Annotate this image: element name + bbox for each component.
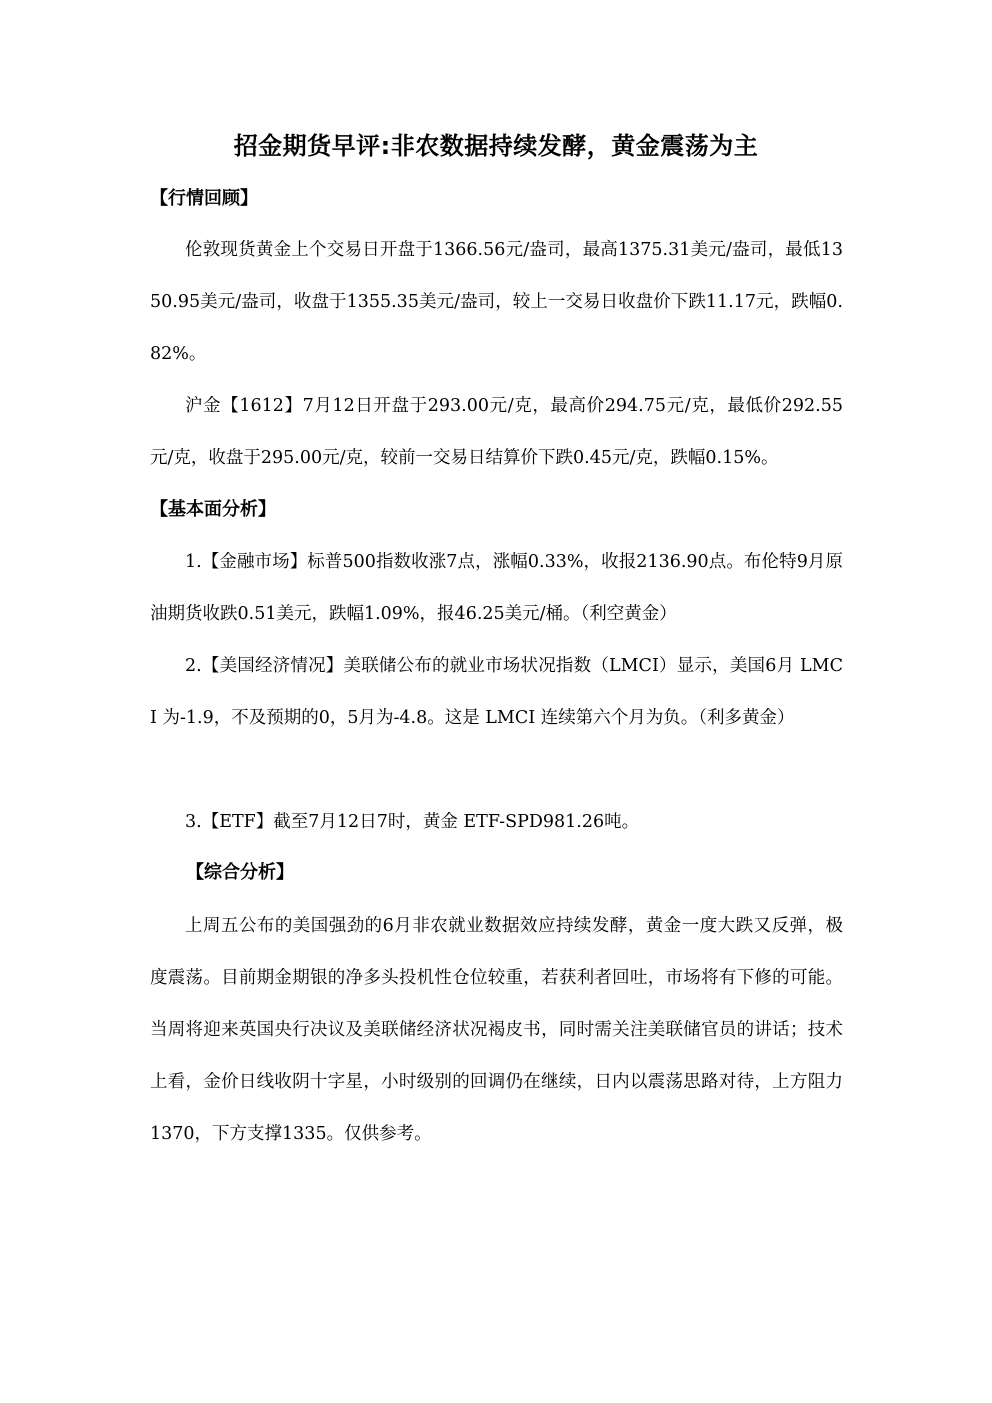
paragraph-us-economy: 2.【美国经济情况】美联储公布的就业市场状况指数（LMCI）显示，美国6月 LMCI 为-1.9，不及预期的0，5月为-4.8。这是 LMCI 连续第六个月为负。（利多黄金） [150,656,843,728]
paragraph-etf: 3.【ETF】截至7月12日7时，黄金 ETF-SPD981.26吨。 [185,812,640,832]
paragraph-financial-market: 1.【金融市场】标普500指数收涨7点，涨幅0.33%，收报2136.90点。布伦特9月原油期货收跌0.51美元，跌幅1.09%，报46.25美元/桶。（利空黄金） [150,552,843,624]
paragraph-shanghai-gold: 沪金【1612】7月12日开盘于293.00元/克，最高价294.75元/克，最低价292.55元/克，收盘于295.00元/克，较前一交易日结算价下跌0.45元/克，跌幅0.15%。 [150,396,843,468]
page-title: 招金期货早评:非农数据持续发酵，黄金震荡为主 [233,132,759,160]
paragraph-comprehensive: 上周五公布的美国强劲的6月非农就业数据效应持续发酵，黄金一度大跌又反弹，极度震荡。目前期金期银的净多头投机性仓位较重，若获利者回吐，市场将有下修的可能。当周将迎来英国央行决议及美联储经济状况褐皮书，同时需关注美联储官员的讲话；技术上看，金价日线收阴十字星，小时级别的回调仍在继续，日内以震荡思路对待，上方阻力1370，下方支撑1335。仅供参考。 [150,916,843,1144]
section-heading-market-review: 【行情回顾】 [150,188,258,209]
section-heading-comprehensive-analysis: 【综合分析】 [186,862,294,883]
paragraph-london-gold: 伦敦现货黄金上个交易日开盘于1366.56元/盎司，最高1375.31美元/盎司，最低1350.95美元/盎司，收盘于1355.35美元/盎司，较上一交易日收盘价下跌11.17元，跌幅0.82%。 [150,240,843,364]
section-heading-fundamental-analysis: 【基本面分析】 [150,499,276,520]
